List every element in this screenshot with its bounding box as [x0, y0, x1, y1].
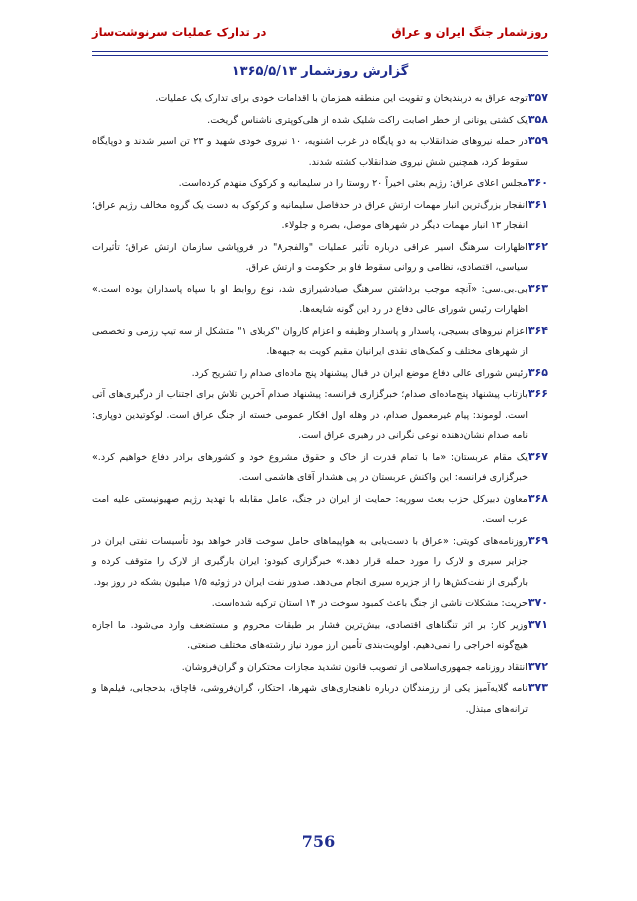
entry-number: ۳۷۳ — [527, 681, 548, 694]
entry-number: ۳۵۹ — [527, 134, 549, 147]
entry-number: ۳۷۰ — [527, 596, 548, 609]
entry-number: ۳۶۲ — [527, 239, 548, 253]
entry-text: اعزام نیروهای بسیجی، پاسدار و پاسدار وظیفه و اعزام کاروان "کربلای ۱" متشکل از سه تیپ رزمی و تخصصی از شهرهای مختلف و کمک‌های نقدی ایرانیان مقیم کویت به جبهه‌ها. — [92, 325, 528, 357]
page-header — [92, 22, 548, 42]
entry-number: ۳۶۴ — [527, 323, 548, 337]
entry-text: بی.بی.سی: «آنچه موجب برداشتن سرهنگ صیادشیرازی شد، نوع روابط او با سپاه پاسداران بوده است.» اظهارات رئیس شورای عالی دفاع در رد این گونه شایعه‌ها. — [92, 283, 528, 315]
entry — [92, 131, 548, 173]
entry-text: انفجار بزرگ‌ترین انبار مهمات ارتش عراق در حدفاصل سلیمانیه و کرکوک به دست یک گروه مخالف رژیم عراق؛ انفجار ۱۳ انبار مهمات دیگر در شهرهای موصل، بصره و جلولاء. — [92, 199, 528, 231]
book-title: روزشمار جنگ ایران و عراق — [391, 25, 548, 39]
entry — [92, 88, 548, 110]
entry-number: ۳۷۲ — [527, 659, 548, 673]
entry — [92, 195, 548, 237]
entry-number: ۳۶۵ — [527, 365, 548, 379]
entry — [92, 657, 548, 679]
entry-text: مجلس اعلای عراق: رژیم بعثی اخیراً ۲۰ روستا را در سلیمانیه و کرکوک منهدم کرده‌است. — [178, 178, 528, 189]
entry — [92, 593, 548, 615]
entry-text: بازتاب پیشنهاد پنج‌ماده‌ای صدام؛ خبرگزاری فرانسه: پیشنهاد صدام آخرین تلاش برای اجتناب از درگیری‌های آتی است. لوموند: پیام غیرمعمول صدام، در وهله اول افکار عمومی خسته از جنگ عراق است. لوکوتیدین دوپاری: نامه صدام نشان‌دهنده نوعی نگرانی در رهبری عراق است. — [92, 389, 528, 441]
entry — [92, 237, 548, 279]
entry-text: در حمله نیروهای ضدانقلاب به دو پایگاه در غرب اشنویه، ۱۰ نیروی خودی شهید و ۲۳ تن اسیر شدند و دوپایگاه سقوط کرد، همچنین شش نیروی ضدانقلاب کشته شدند. — [92, 136, 528, 168]
entry — [92, 363, 548, 385]
entry-text: معاون دبیرکل حزب بعث سوریه: حمایت از ایران در جنگ، عامل مقابله با تهدید رژیم صهیونیستی علیه امت عرب است. — [92, 493, 528, 525]
entry-text: یک مقام عربستان: «ما با تمام قدرت از خاک و حقوق مشروع خود و کشورهای برادر دفاع خواهیم کرد.» خبرگزاری فرانسه: این واکنش عربستان در پی هشدار آقای هاشمی است. — [92, 451, 528, 483]
entry — [92, 110, 548, 132]
entry-number: ۳۵۷ — [527, 91, 548, 104]
entry — [92, 173, 548, 195]
entry — [92, 447, 548, 489]
entry-text: روزنامه‌های کویتی: «عراق با دست‌یابی به هواپیماهای حامل سوخت قادر خواهد بود تأسیسات نفتی ایران در جزایر سیری و لارک را مورد حمله قرار دهد.» خبرگزاری کیودو: ایران بارگیری از لارک را متوقف کرده و بارگیری از نفت‌کش‌ها را از جزیره سیری انجام می‌دهد. صدور نفت ایران در ژوئیه ۱/۵ میلیون بشکه در روز بود. — [92, 535, 528, 588]
entry-text: نامه گلایه‌آمیز یکی از رزمندگان درباره ناهنجاری‌های شهرها، احتکار، گران‌فروشی، قاچاق، بدحجابی، فیلم‌ها و ترانه‌های مبتذل. — [92, 683, 528, 715]
entry-number: ۳۶۱ — [527, 197, 548, 211]
section-title: در تدارک عملیات سرنوشت‌ساز — [92, 25, 267, 39]
entry — [92, 321, 548, 363]
header-rule-thick — [92, 51, 548, 52]
entry-text: یک کشتی یونانی از خطر اصابت راکت شلیک شده از هلی‌کوپتری ناشناس گریخت. — [207, 114, 528, 126]
entry-text: اظهارات سرهنگ اسیر عراقی درباره تأثیر عملیات "والفجر۸" در فروپاشی سازمان ارتش عراق؛ تأثیرات سیاسی، اقتصادی، نظامی و روانی سقوط فاو بر حکومت و ارتش عراق. — [92, 241, 528, 273]
entry-text: انتقاد روزنامه جمهوری‌اسلامی از تصویب قانون تشدید مجازات محتکران و گران‌فروشان. — [181, 661, 528, 673]
header-rule-thin — [92, 55, 548, 56]
entry-number: ۳۷۱ — [527, 617, 548, 631]
page-number: 756 — [301, 832, 336, 851]
entry-text: رئیس شورای عالی دفاع موضع ایران در قبال پیشنهاد پنج ماده‌ای صدام را تشریح کرد. — [191, 367, 528, 379]
entry — [92, 279, 548, 321]
entry-number: ۳۶۶ — [527, 387, 548, 400]
entry — [92, 489, 548, 531]
entry — [92, 531, 548, 594]
entry-number: ۳۶۹ — [527, 533, 548, 547]
entry-text: حریت: مشکلات ناشی از جنگ باعث کمبود سوخت در ۱۴ استان ترکیه شده‌است. — [211, 598, 528, 609]
report-title: گزارش روزشمار ۱۳۶۵/۵/۱۳ — [231, 64, 409, 79]
entry — [92, 678, 548, 720]
entry — [92, 615, 548, 657]
entry-text: توجه عراق به دربندیخان و تقویت این منطقه همزمان با اقدامات خودی برای تدارک یک عملیات. — [155, 93, 528, 104]
entry — [92, 384, 548, 447]
entry-number: ۳۵۸ — [527, 112, 548, 126]
entry-number: ۳۶۳ — [527, 281, 548, 295]
entry-number: ۳۶۸ — [527, 491, 548, 505]
entry-number: ۳۶۰ — [527, 176, 548, 189]
entries-list — [92, 88, 548, 720]
entry-number: ۳۶۷ — [527, 449, 548, 463]
entry-text: وزیر کار: بر اثر تنگناهای اقتصادی، بیش‌ترین فشار بر طبقات محروم و مستضعف وارد می‌شود. ما اجازه هیچ‌گونه اخراجی را نمی‌دهیم. اولویت‌بندی تأمین ارز مورد نیاز رشته‌های مختلف صنعتی. — [92, 619, 528, 651]
